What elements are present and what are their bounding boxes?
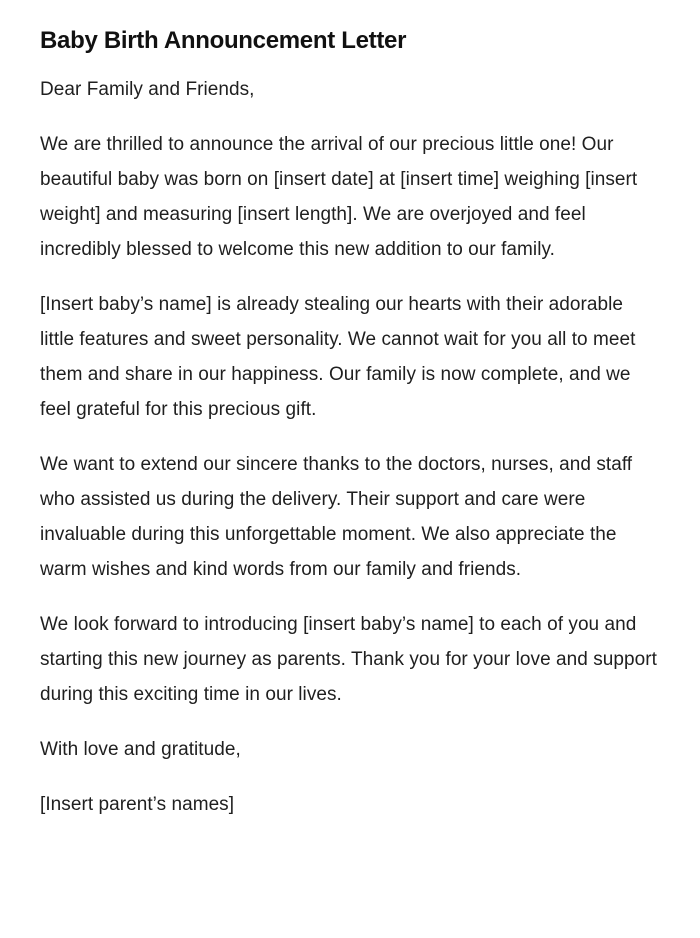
letter-greeting: Dear Family and Friends, <box>40 79 255 100</box>
letter-paragraph-announcement: We are thrilled to announce the arrival of our precious little one! Our beautiful baby was born on [insert date] at [insert time] weighing [insert weight] and measuring [insert length]. We are overjoyed and feel incredibly blessed to welcome this new addition to our family. <box>40 134 638 260</box>
letter-signature: [Insert parent’s names] <box>40 794 235 815</box>
letter-closing: With love and gratitude, <box>40 739 241 760</box>
letter-paragraph-baby-personality: [Insert baby’s name] is already stealing our hearts with their adorable little features and sweet personality. We cannot wait for you all to meet them and share in our happiness. Our family is now complete, and we feel grateful for this precious gift. <box>40 294 636 420</box>
letter-title: Baby Birth Announcement Letter <box>40 27 407 54</box>
letter-paragraph-thanks: We want to extend our sincere thanks to the doctors, nurses, and staff who assisted us during the delivery. Their support and care were invaluable during this unforgettable moment. We also appreciate the warm wishes and kind words from our family and friends. <box>40 454 633 580</box>
letter-paragraph-looking-forward: We look forward to introducing [insert baby’s name] to each of you and starting this new journey as parents. Thank you for your love and support during this exciting time in our lives. <box>40 614 657 705</box>
